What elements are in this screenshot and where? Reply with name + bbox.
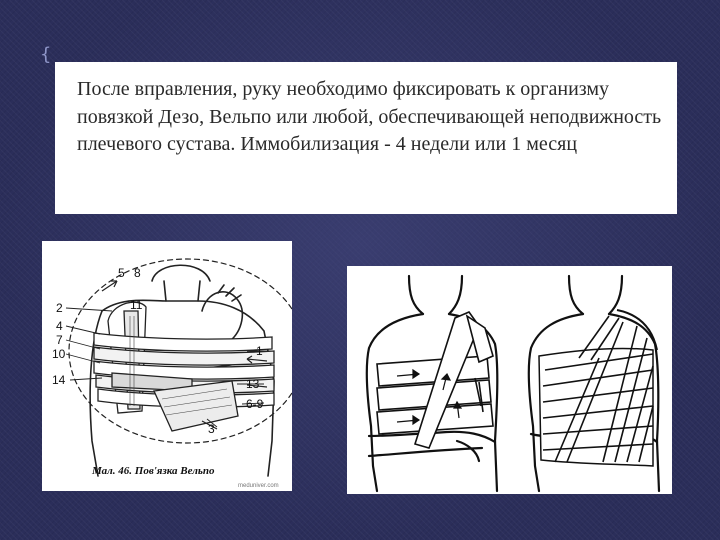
label-11: 11: [130, 298, 143, 312]
slide-text-panel: [55, 62, 677, 214]
figure-caption: Мал. 46. Пов'язка Вельпо: [92, 465, 215, 477]
label-5: 5: [118, 266, 125, 280]
decorative-bracket-left: {: [40, 44, 52, 65]
desault-bandage-figure: [347, 266, 672, 494]
label-13: 13: [246, 377, 260, 391]
label-7: 7: [56, 333, 63, 347]
label-6-9: 6-9: [246, 397, 264, 411]
label-10: 10: [52, 347, 66, 361]
label-2: 2: [56, 301, 63, 315]
velpeau-bandage-drawing: [42, 241, 292, 491]
velpeau-bandage-figure: [42, 241, 292, 491]
label-3: 3: [208, 422, 215, 436]
label-1: 1: [256, 344, 263, 358]
torso-front-view: [367, 276, 497, 491]
label-4: 4: [56, 319, 63, 333]
watermark: meduniver.com: [238, 483, 279, 489]
label-14: 14: [52, 373, 66, 387]
torso-bandaged-view: [529, 276, 659, 491]
slide-paragraph: После вправления, руку необходимо фиксировать к организму повязкой Дезо, Вельпо или любой, обеспечивающей неподвижность плечевого сустава. Иммобилизация - 4 недели или 1 месяц: [77, 78, 662, 155]
label-8: 8: [134, 266, 141, 280]
desault-bandage-drawing: [347, 266, 672, 494]
